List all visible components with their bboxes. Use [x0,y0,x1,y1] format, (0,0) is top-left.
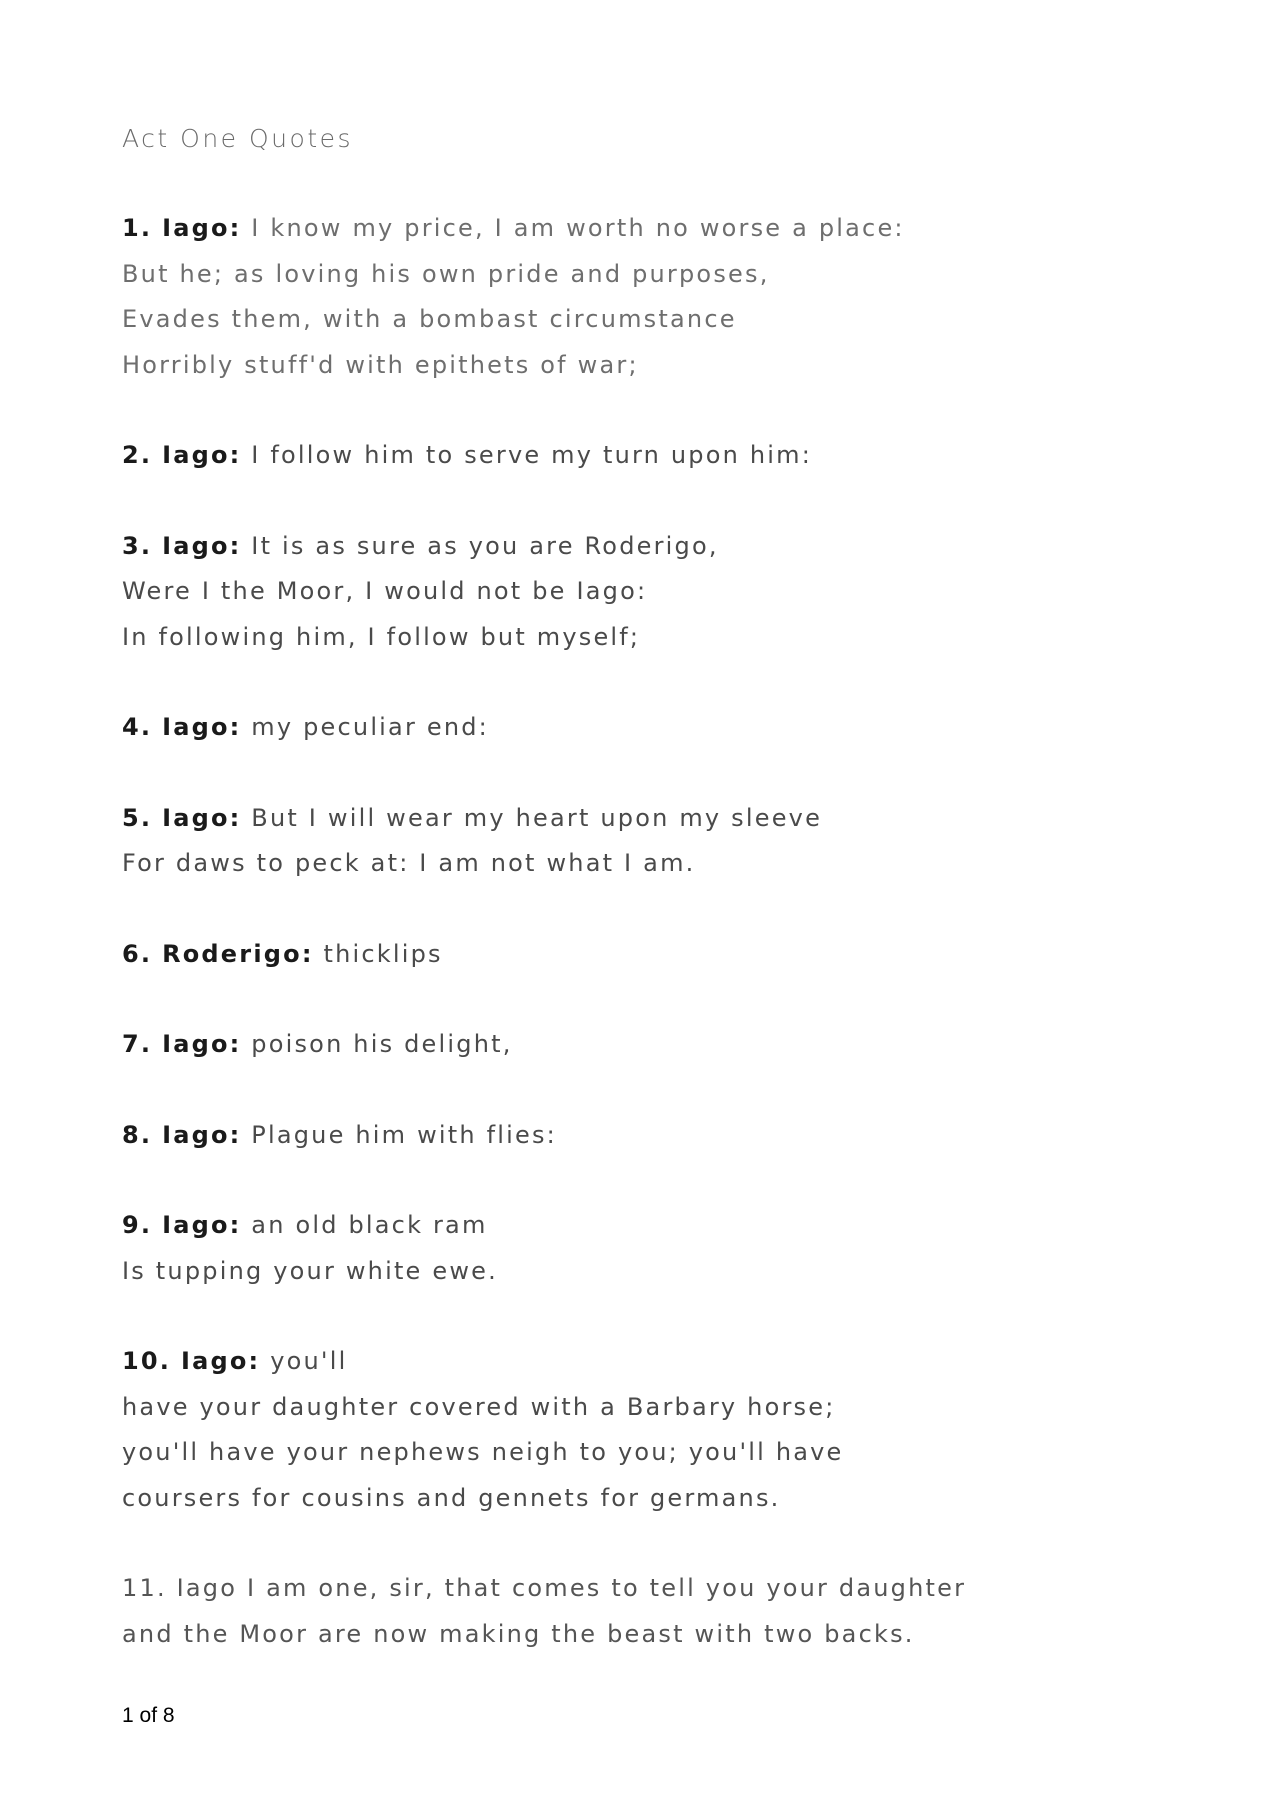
quote-number: 10. [122,1347,172,1375]
quote-text: poison his delight, [251,1030,513,1058]
quote-item [122,1566,1162,1657]
quote-speaker: Iago: [162,803,242,832]
quote-line [122,206,1162,252]
quote-text: But I will wear my heart upon my sleeve [251,803,823,832]
quote-number: 5. [122,803,153,832]
quote-line: and the Moor are now making the beast with two backs. [122,1619,915,1648]
quote-speaker: Iago: [162,214,242,242]
quote-speaker: Iago [176,1574,238,1602]
quote-line: For daws to peck at: I am not what I am. [122,849,696,877]
quote-line [122,1113,1162,1159]
document-page [122,116,1162,1702]
quote-number: 6. [122,939,153,968]
quote-item [122,796,1162,887]
quote-text: an old black ram [251,1211,488,1239]
quote-item [122,1339,1162,1521]
quote-speaker: Iago: [162,713,242,741]
quote-item [122,932,1162,978]
quote-line [122,1566,1162,1612]
quote-line: But he; as loving his own pride and purposes, [122,259,770,288]
quote-text: my peculiar end: [251,713,489,741]
page-indicator: 1 of 8 [122,1704,175,1727]
quote-line [122,1022,1162,1068]
quote-speaker: Iago: [162,441,242,469]
quote-line [122,1203,1162,1249]
quote-number: 2. [122,441,153,469]
quote-text: you'll [270,1347,348,1375]
quote-speaker: Iago: [162,1211,242,1239]
quote-item [122,1022,1162,1068]
quote-line [122,433,1162,479]
quote-item [122,705,1162,751]
quote-item [122,524,1162,661]
quote-speaker: Iago: [162,1120,242,1149]
quote-speaker: Iago: [180,1347,261,1375]
quote-line: Were I the Moor, I would not be Iago: [122,577,648,605]
quote-text: I know my price, I am worth no worse a place: [251,214,905,242]
quote-line [122,932,1162,978]
quote-line: have your daughter covered with a Barbary horse; [122,1392,836,1421]
quote-item [122,433,1162,479]
quote-number: 1. [122,214,153,242]
quote-line: Is tupping your white ewe. [122,1256,498,1285]
quote-text: I am one, sir, that comes to tell you your daughter [246,1574,967,1602]
quote-text: thicklips [323,939,443,968]
quote-speaker: Roderigo: [162,939,314,968]
quote-item [122,206,1162,388]
quote-line [122,1339,1162,1385]
quote-speaker: Iago: [162,1030,242,1058]
quote-text: It is as sure as you are Roderigo, [251,531,719,560]
quote-number: 11. [122,1574,167,1602]
quote-number: 3. [122,531,153,560]
quote-line [122,705,1162,751]
quote-text: Plague him with flies: [251,1120,557,1149]
quote-line: coursers for cousins and gennets for germans. [122,1483,781,1512]
quote-line: you'll have your nephews neigh to you; you'll have [122,1438,844,1466]
quote-number: 9. [122,1211,153,1239]
quote-number: 4. [122,713,153,741]
quote-line [122,524,1162,570]
quote-speaker: Iago: [162,531,242,560]
quote-text: I follow him to serve my turn upon him: [251,441,812,469]
quote-item [122,1113,1162,1159]
quote-line: In following him, I follow but myself; [122,622,641,651]
quote-line: Horribly stuff'd with epithets of war; [122,350,639,379]
quote-number: 7. [122,1030,153,1058]
quote-item [122,1203,1162,1294]
quote-line: Evades them, with a bombast circumstance [122,305,737,333]
quote-line [122,796,1162,842]
quote-number: 8. [122,1120,153,1149]
page-title: Act One Quotes [122,124,354,153]
